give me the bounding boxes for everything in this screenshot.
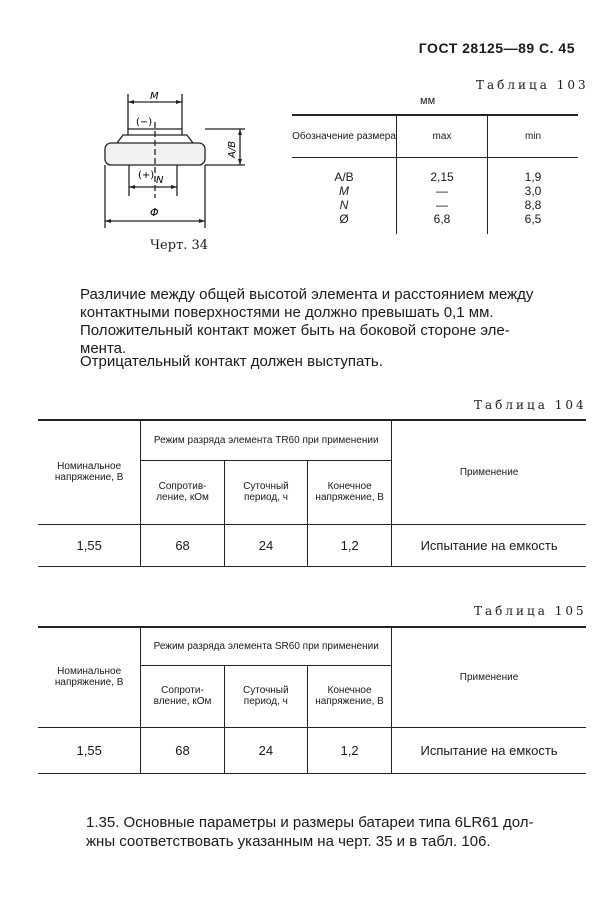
row-name: A/B — [334, 169, 354, 184]
col-voltage-header: Номинальное напряжение, В — [38, 420, 141, 524]
cell-application: Испытание на емкость — [392, 524, 586, 566]
cell-voltage: 1,55 — [38, 524, 141, 566]
table103-caption: Таблица 103 — [476, 78, 589, 92]
drawing-caption: Черт. 34 — [150, 238, 209, 253]
table-103 — [292, 114, 578, 234]
table105-caption: Таблица 105 — [474, 604, 587, 618]
page-header: ГОСТ 28125—89 С. 45 — [418, 40, 575, 56]
row-max: — — [397, 184, 488, 198]
col-final-header: Конечное напряжение, В — [308, 665, 392, 727]
footer-line-1: 1.35. Основные параметры и размеры батареи типа 6LR61 дол- — [86, 814, 534, 831]
label-phi: Φ — [150, 206, 159, 219]
row-name: N — [339, 197, 349, 212]
cell-voltage: 1,55 — [38, 727, 141, 773]
label-minus: (−) — [136, 117, 153, 128]
row-min: 6,5 — [524, 211, 542, 226]
cell-period: 24 — [224, 727, 307, 773]
footer-line-2: жны соответствовать указанным на черт. 35 и в табл. 106. — [86, 833, 491, 850]
row-min: 3,0 — [524, 183, 542, 198]
table103-unit: мм — [420, 95, 436, 107]
row-name: Ø — [339, 211, 349, 226]
battery-drawing — [95, 88, 255, 233]
col-mode-header: Режим разряда элемента SR60 при применении — [141, 627, 392, 665]
paragraph-1-line-1: Различие между общей высотой элемента и расстоянием между — [80, 286, 534, 303]
col-mode-header: Режим разряда элемента ТR60 при применении — [141, 420, 392, 460]
paragraph-1-line-2: контактными поверхностями не должно превышать 0,1 мм. — [80, 304, 494, 321]
col-application-header: Применение — [392, 420, 586, 524]
row-max: 6,8 — [397, 212, 488, 234]
col-voltage-header: Номинальное напряжение, В — [38, 627, 141, 727]
col-min-header: min — [488, 115, 579, 157]
cell-final: 1,2 — [308, 727, 392, 773]
col-period-header: Суточный период, ч — [224, 460, 307, 524]
row-max: 2,15 — [397, 157, 488, 184]
label-n: N — [156, 175, 164, 186]
table-104 — [38, 419, 586, 567]
col-resistance-header: Сопротив-ление, кОм — [141, 460, 224, 524]
cell-final: 1,2 — [308, 524, 392, 566]
col-name-header: Обозначение размера — [292, 115, 397, 157]
label-ab: A/B — [227, 140, 238, 158]
paragraph-2-line-1: Положительный контакт может быть на боковой стороне эле- — [80, 322, 510, 339]
row-name: M — [339, 183, 349, 198]
paragraph-3: Отрицательный контакт должен выступать. — [80, 353, 383, 370]
col-final-header: Конечное напряжение, В — [308, 460, 392, 524]
col-application-header: Применение — [392, 627, 586, 727]
cell-period: 24 — [224, 524, 307, 566]
cell-resistance: 68 — [141, 727, 224, 773]
row-min: 1,9 — [524, 169, 542, 184]
row-min: 8,8 — [524, 197, 542, 212]
table104-caption: Таблица 104 — [474, 398, 587, 412]
row-max: — — [397, 198, 488, 212]
paragraph-2-line-2: мента. — [80, 340, 127, 357]
col-max-header: max — [397, 115, 488, 157]
col-resistance-header: Сопроти-вление, кОм — [141, 665, 224, 727]
label-plus: (+) — [138, 170, 155, 181]
label-m: M — [150, 91, 159, 102]
cell-resistance: 68 — [141, 524, 224, 566]
table-105 — [38, 626, 586, 774]
cell-application: Испытание на емкость — [392, 727, 586, 773]
col-period-header: Суточный период, ч — [224, 665, 307, 727]
